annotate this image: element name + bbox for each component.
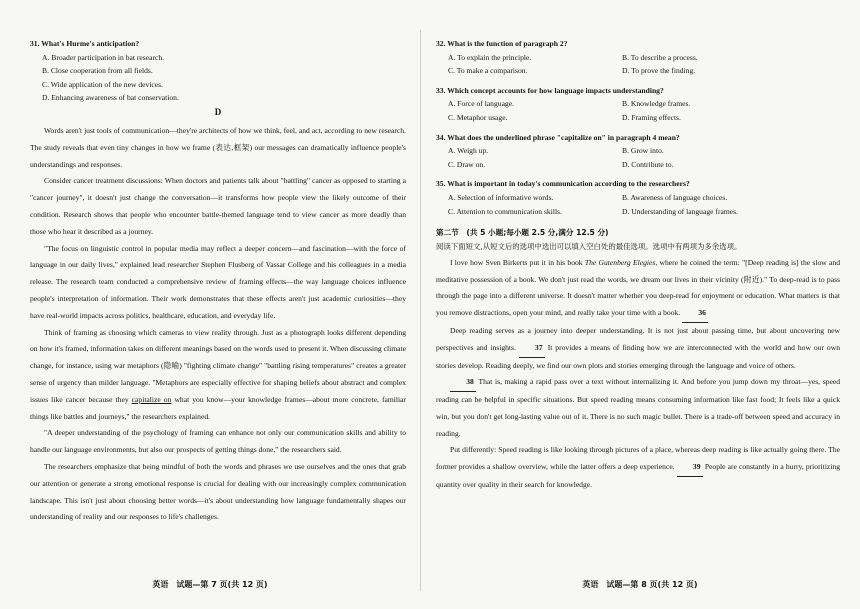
passage-d-paragraph-6: The researchers emphasize that being mindful of both the words and phrases we use ourselves and the ones that grab our attention or generate a strong emotional response is crucial for dealing with our increasingly complex communication landscape. This isn't just about choosing better words—it's about understanding how language fundamentally shapes our understanding of reality and our responses to life's challenges. [30,461,406,522]
blank-36: 36 [682,305,708,323]
left-page [0,0,420,609]
cloze-p4-text-b: People are constantly in a hurry, prioritizing quantity over quality in their search for knowledge. [436,462,841,490]
q32-option-a: A. To explain the principle. [448,52,532,62]
q34-option-a: A. Weigh up. [448,146,489,156]
blank-38: 38 [450,374,476,392]
q31-option-b: B. Close cooperation from all fields. [42,66,153,76]
cloze-paragraph-1 [436,255,840,323]
question-32-stem: 32. What is the function of paragraph 2? [436,39,568,48]
p4-text-before: Think of framing as choosing which cameras to view reality through. Just as a photograph looks different depending on how it's framed, information takes on different meanings based on the words used to present it. When discussing climate change, for instance, using war metaphors (隐喻) "fighting climate change" "battling rising temperatures" creates a greater sense of urgency than milder language. "Metaphors are especially effective for shaping beliefs about abstract and complex issues like cancer because they [30,327,406,404]
q33-option-b: B. Knowledge frames. [622,99,691,109]
q35-option-a: A. Selection of informative words. [448,192,554,202]
q31-option-d: D. Enhancing awareness of bat conservation. [42,93,179,103]
cloze-paragraph-2 [436,323,840,374]
blank-39: 39 [677,459,703,477]
q32-option-b: B. To describe a process. [622,52,698,62]
section-two-heading: 第二节 (共 5 小题;每小题 2.5 分,满分 12.5 分) [436,228,609,238]
q31-option-c: C. Wide application of the new devices. [42,79,164,89]
right-page-footer: 英语 试题—第 8 页(共 12 页) [582,580,698,589]
q35-options [448,194,840,221]
q33-option-d: D. Framing effects. [622,112,681,122]
cloze-p3-text: That is, making a rapid pass over a text without internalizing it. And before you jump down my throat—yes, speed reading can be helpful in specific situations. But speed reading means consuming information like fast food; It feels like a quick win, but you don't get long-lasting value out of it. There is no such magic bullet. There is a trade-off between speed and accuracy in reading. [436,377,840,438]
question-33-stem: 33. Which concept accounts for how language impacts understanding? [436,85,664,95]
passage-d-paragraph-1: Words aren't just tools of communication—they're architects of how we think, feel, and act, according to new research. The study reveals that even tiny changes in how we frame (表达,框架) our messages can dramatically influence people's understandings and responses. [30,125,406,169]
cloze-p4-text-a: Put differently: Speed reading is like looking through pictures of a place, whereas deep reading is like actually going there. The former provides a shallow overview, while the latter offers a deep experience. [436,445,840,472]
blank-37: 37 [519,340,545,358]
underlined-phrase: capitalize on [131,394,172,404]
cloze-p1-text-b: , where he coined the term: "[Deep reading is] the slow and meditative possession of a book. We don't just read the words, we dream our lives in their vicinity (附近)." To deep-read is to pass through the page into a different universe. It doesn't matter whether you deep-read for enjoyment or education. What matters is that you remove distractions, open your mind, and really take your time with a book. [436,257,840,318]
q32-options [448,54,840,81]
cloze-paragraph-4 [436,442,840,493]
q34-option-c: C. Draw on. [448,159,486,169]
cloze-paragraph-3 [436,374,840,442]
q34-options [448,147,840,174]
q35-option-c: C. Attention to communication skills. [448,206,562,216]
q32-option-d: D. To prove the finding. [622,66,696,76]
section-two-instruction: 阅读下面短文,从短文后的选项中选出可以填入空白处的最佳选项。选项中有两项为多余选项。 [436,241,742,251]
q35-option-b: B. Awareness of language choices. [622,192,728,202]
p4-text-after: what you know—your knowledge frames—about more concrete, familiar things like battles and journeys," the researchers explained. [30,394,406,421]
cloze-p2-text-a: Deep reading serves as a journey into deeper understanding. It is not just about passing time, but about uncovering new perspectives and insights. [436,325,840,352]
q32-option-c: C. To make a comparison. [448,66,528,76]
cloze-p2-text-b: It provides a means of finding how we are interconnected with the world and how our own stories develop. Reading deeply, we find our own plots and stories emerging through the language and voice of others. [436,342,840,370]
question-31-stem: 31. What's Hurme's anticipation? [30,39,140,48]
passage-d-paragraph-5: "A deeper understanding of the psychology of framing can enhance not only our communication skills and ability to handle our language environments, but also our prospects of getting things done," the researchers said. [30,428,406,455]
passage-d-paragraph-2: Consider cancer treatment discussions: When doctors and patients talk about "battling" cancer as opposed to starting a "cancer journey", it doesn't just change the conversation—it transforms how people view the likely outcome of their condition. Research shows that people who encounter battle-themed language tend to view cancer as more deadly than those who hear it described as a journey. [30,176,406,236]
question-35-stem: 35. What is important in today's communication according to the researchers? [436,179,690,189]
passage-d-letter: D [214,106,222,117]
q33-option-c: C. Metaphor usage. [448,112,508,122]
q35-option-d: D. Understanding of language frames. [622,206,738,216]
q34-option-d: D. Contribute to. [622,159,674,169]
passage-d-paragraph-4 [30,325,406,426]
q33-options [448,100,840,127]
q31-option-a: A. Broader participation in bat research. [42,52,165,62]
question-34-stem: 34. What does the underlined phrase "capitalize on" in paragraph 4 mean? [436,132,680,142]
book-title: The Gutenberg Elegies [584,257,656,267]
passage-d-paragraph-3: "The focus on linguistic control in popular media may reflect a deeper concern—and fascination—with the force of language in our daily lives," explained lead researcher Stephen Flusberg of Vassar College and his colleagues in a media release. The research team conducted a comprehensive review of framing effects—the way language choices influence people's interpretation of information. Their work demonstrates that these effects aren't just academic curiosities—they have real-world impacts across politics, healthcare, education, and everyday life. [30,243,406,320]
q33-option-a: A. Force of language. [448,99,515,109]
cloze-p1-text-a: I love how Sven Birkerts put it in his book [450,257,585,267]
right-page [420,0,860,609]
q34-option-b: B. Grow into. [622,146,664,156]
left-page-footer: 英语 试题—第 7 页(共 12 页) [152,580,268,589]
